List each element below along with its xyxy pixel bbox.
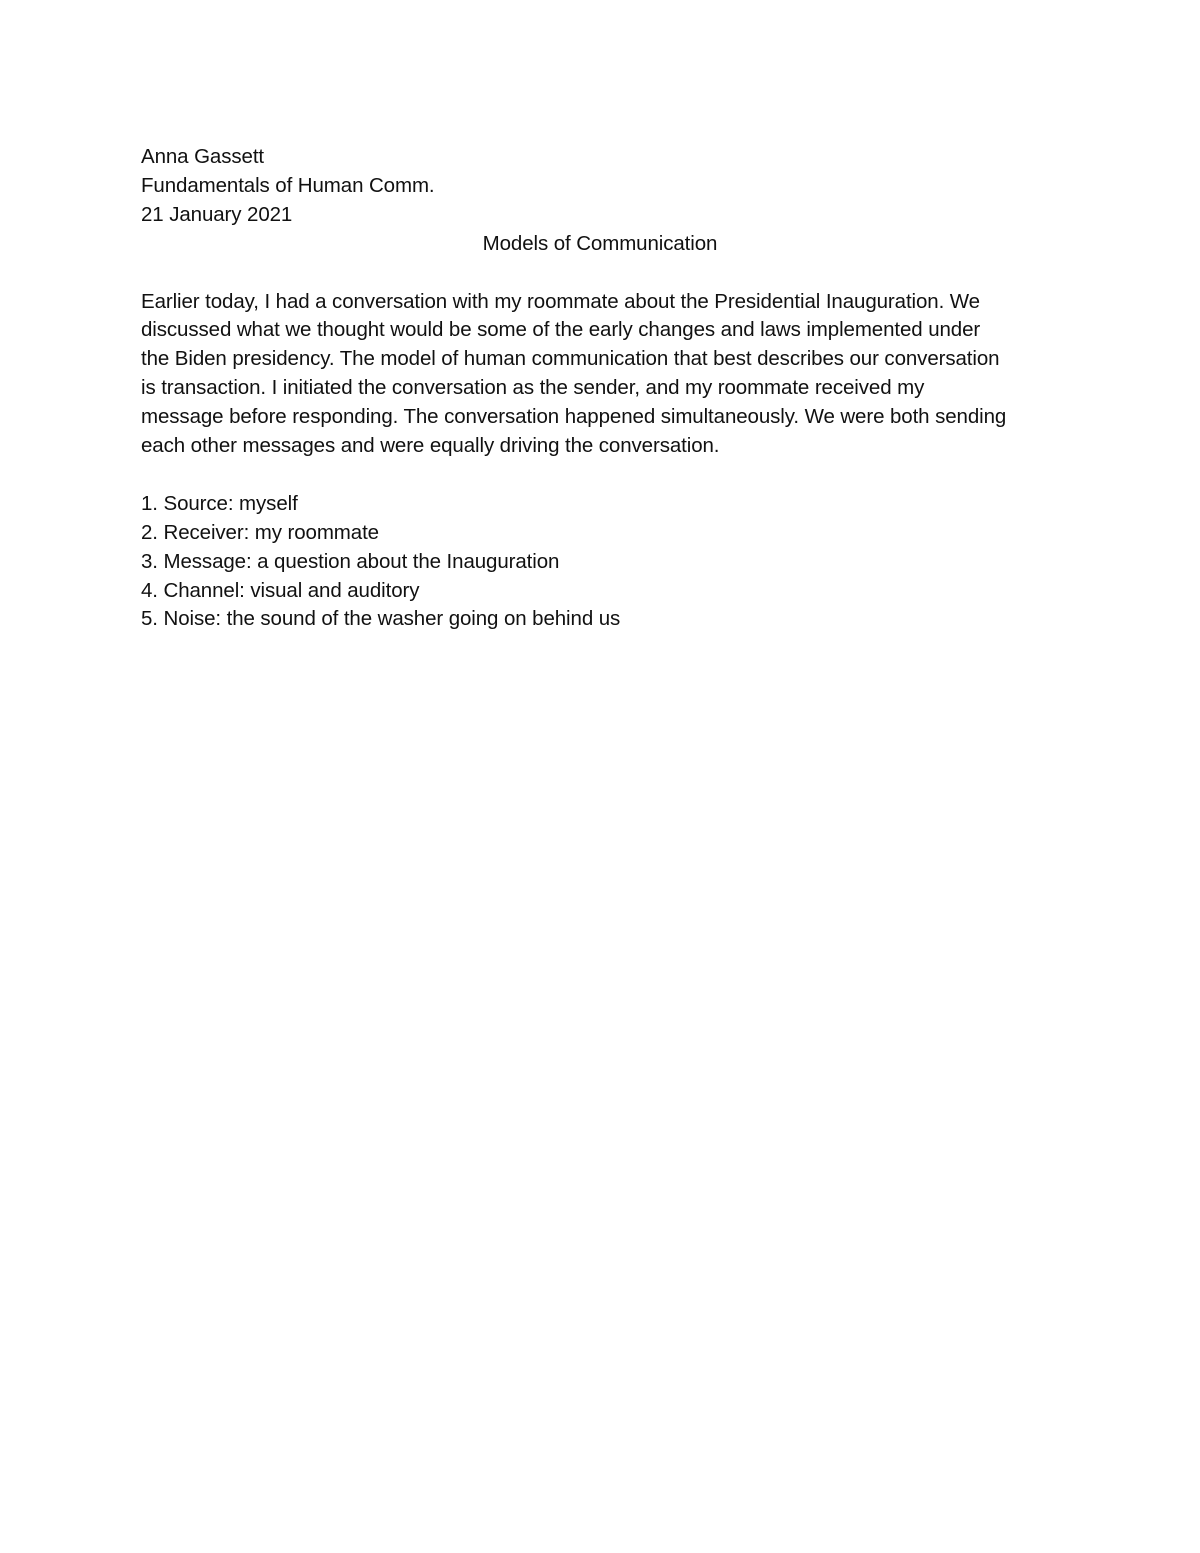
- document-title: Models of Communication: [482, 231, 718, 255]
- document-body: [141, 143, 1061, 634]
- author-name: Anna Gassett: [141, 145, 265, 168]
- list-item: 3. Message: a question about the Inauguration: [141, 549, 560, 573]
- list-item: 4. Channel: visual and auditory: [141, 578, 420, 602]
- list-item: 2. Receiver: my roommate: [141, 520, 379, 544]
- document-date: 21 January 2021: [141, 202, 293, 226]
- paragraph-line: discussed what we thought would be some of the early changes and laws implemented under: [141, 318, 981, 342]
- paragraph-line: each other messages and were equally driving the conversation.: [141, 434, 720, 458]
- body-paragraph: [141, 288, 1061, 461]
- paragraph-line: is transaction. I initiated the conversation as the sender, and my roommate received my: [141, 376, 925, 400]
- communication-elements-list: [141, 490, 1061, 635]
- paragraph-line: the Biden presidency. The model of human communication that best describes our conversation: [141, 347, 1000, 371]
- paragraph-line: message before responding. The conversation happened simultaneously. We were both sending: [141, 405, 1007, 429]
- list-item: 1. Source: myself: [141, 491, 298, 515]
- list-item: 5. Noise: the sound of the washer going on behind us: [141, 607, 621, 631]
- spacer: [141, 461, 1061, 490]
- course-name: Fundamentals of Human Comm.: [141, 173, 435, 197]
- paragraph-line: Earlier today, I had a conversation with my roommate about the Presidential Inauguration. We: [141, 289, 980, 313]
- spacer: [141, 259, 1061, 288]
